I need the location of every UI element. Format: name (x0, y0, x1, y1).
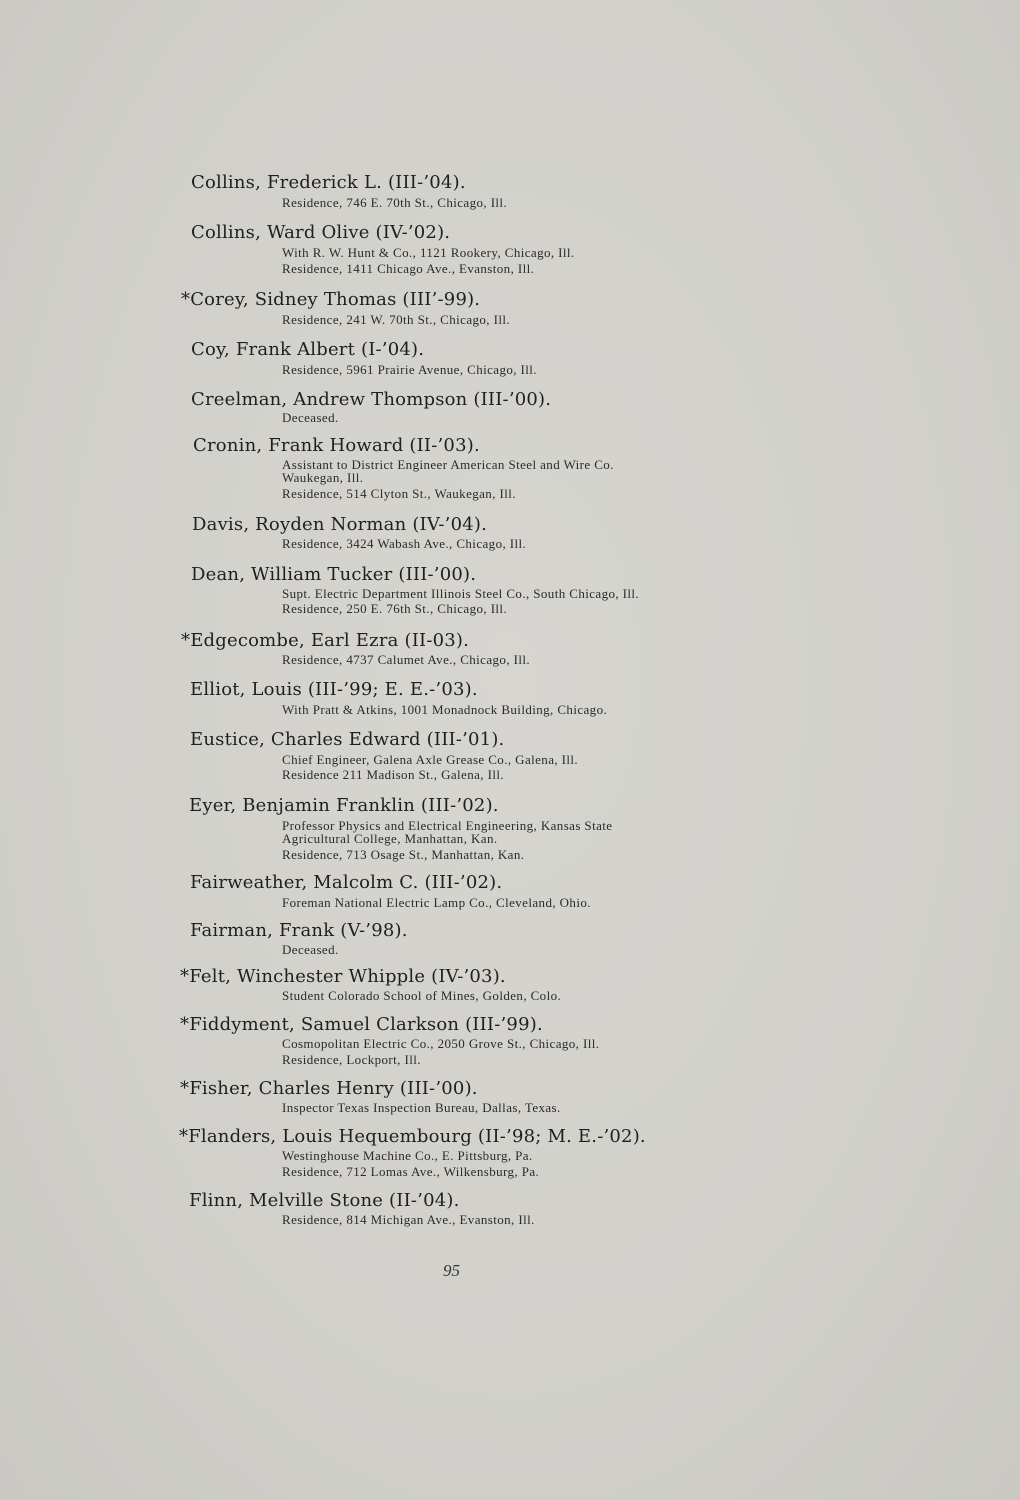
entry-detail-line: Cosmopolitan Electric Co., 2050 Grove St., Chicago, Ill. (282, 1036, 600, 1051)
entry-name: *Flanders, Louis Hequembourg (II-’98; M. E.-’02). (179, 1126, 646, 1147)
entry-detail-line: Residence, 241 W. 70th St., Chicago, Ill. (282, 312, 510, 327)
entry-name: Fairweather, Malcolm C. (III-’02). (190, 872, 503, 893)
entry-name: Eustice, Charles Edward (III-’01). (190, 729, 505, 750)
entry-detail-line: Residence, 814 Michigan Ave., Evanston, Ill. (282, 1212, 535, 1227)
entry-detail-line: Residence, 3424 Wabash Ave., Chicago, Ill. (282, 536, 527, 551)
entry-name: Cronin, Frank Howard (II-’03). (193, 435, 480, 456)
entry-name: Collins, Frederick L. (III-’04). (191, 172, 466, 193)
entry-detail-line: Deceased. (282, 942, 339, 957)
entry-detail-line: Residence, 4737 Calumet Ave., Chicago, Ill. (282, 652, 531, 667)
entry-name: *Fiddyment, Samuel Clarkson (III-’99). (180, 1014, 543, 1035)
entry-detail-line: Residence, 1411 Chicago Ave., Evanston, Ill. (282, 261, 535, 276)
entry-name: Elliot, Louis (III-’99; E. E.-’03). (190, 679, 478, 700)
entry-detail-line: Foreman National Electric Lamp Co., Cleveland, Ohio. (282, 895, 591, 910)
entry-detail-line: Chief Engineer, Galena Axle Grease Co., Galena, Ill. (282, 752, 579, 767)
entry-detail-line: Residence, 5961 Prairie Avenue, Chicago, Ill. (282, 362, 537, 377)
entry-name: Eyer, Benjamin Franklin (III-’02). (189, 795, 499, 816)
entry-detail-line: Residence, 712 Lomas Ave., Wilkensburg, Pa. (282, 1164, 540, 1179)
entry-name: Flinn, Melville Stone (II-’04). (189, 1190, 460, 1211)
entry-name: *Edgecombe, Earl Ezra (II-03). (181, 630, 470, 651)
entry-detail-line: Residence 211 Madison St., Galena, Ill. (282, 767, 504, 782)
entry-detail-line: Assistant to District Engineer American Steel and Wire Co. (282, 457, 614, 472)
page-number: 95 (443, 1261, 460, 1280)
entry-detail-line: Supt. Electric Department Illinois Steel Co., South Chicago, Ill. (282, 586, 640, 601)
entry-name: Coy, Frank Albert (I-’04). (191, 339, 425, 360)
entry-name: Fairman, Frank (V-’98). (190, 920, 408, 941)
entry-name: Dean, William Tucker (III-’00). (191, 564, 477, 585)
entry-detail-line: Professor Physics and Electrical Engineering, Kansas State (282, 818, 613, 833)
entry-detail-line: Deceased. (282, 410, 339, 425)
entry-detail-line: Agricultural College, Manhattan, Kan. (282, 831, 498, 846)
entry-detail-line: Waukegan, Ill. (282, 470, 364, 485)
entry-name: Davis, Royden Norman (IV-’04). (192, 514, 488, 535)
entry-detail-line: Residence, 713 Osage St., Manhattan, Kan. (282, 847, 525, 862)
entry-name: *Fisher, Charles Henry (III-’00). (180, 1078, 478, 1099)
entry-detail-line: Residence, 250 E. 76th St., Chicago, Ill. (282, 601, 508, 616)
entry-detail-line: Residence, Lockport, Ill. (282, 1052, 421, 1067)
entry-detail-line: Westinghouse Machine Co., E. Pittsburg, Pa. (282, 1148, 533, 1163)
entry-detail-line: Inspector Texas Inspection Bureau, Dallas, Texas. (282, 1100, 561, 1115)
entry-name: *Felt, Winchester Whipple (IV-’03). (180, 966, 506, 987)
entry-detail-line: With R. W. Hunt & Co., 1121 Rookery, Chicago, Ill. (282, 245, 575, 260)
entry-detail-line: With Pratt & Atkins, 1001 Monadnock Building, Chicago. (282, 702, 608, 717)
entry-name: *Corey, Sidney Thomas (III’-99). (181, 289, 481, 310)
entry-detail-line: Residence, 514 Clyton St., Waukegan, Ill. (282, 486, 516, 501)
entry-detail-line: Residence, 746 E. 70th St., Chicago, Ill. (282, 195, 508, 210)
entry-name: Collins, Ward Olive (IV-’02). (191, 222, 451, 243)
entry-detail-line: Student Colorado School of Mines, Golden, Colo. (282, 988, 562, 1003)
entry-name: Creelman, Andrew Thompson (III-’00). (191, 389, 552, 410)
